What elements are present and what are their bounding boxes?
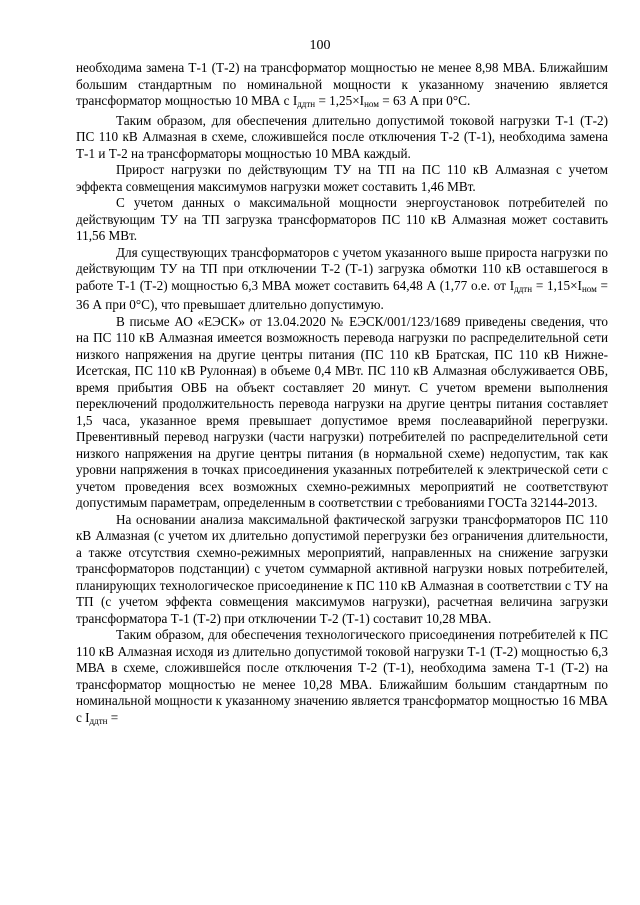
paragraph-text: необходима замена Т-1 (Т-2) на трансформатор мощностью не менее 8,98 МВА. Ближайшим большим стандартным по номинальной мощности к указанному значению является трансформатор мощностью 10 МВА с I xyxy=(76,60,608,108)
paragraph-text: В письме АО «ЕЭСК» от 13.04.2020 № ЕЭСК/001/123/1689 приведены сведения, что на ПС 110 кВ Алмазная имеется возможность перевода нагрузки по распределительной сети низкого напряжения на другие центры питания (ПС 110 кВ Братская, ПС 110 кВ Нижне-Исетская, ПС 110 кВ Рулонная) в объеме 0,4 МВт. ПС 110 кВ Алмазная обслуживается ОВБ, время прибытия ОВБ на объект составляет 20 минут. С учетом времени выполнения переключений продолжительность перевода нагрузки на другие центры питания составляет 1,5 часа, указанное время превышает допустимое время послеаварийной перегрузки. Превентивный перевод нагрузки (части нагрузки) потребителей по распределительной сети низкого напряжения на другие центры питания (в нормальной схеме) недопустим, так как уровни напряжения в точках присоединения указанных потребителей к электрической сети с учетом проведения всех возможных схемно-режимных мероприятий не соответствуют допустимым параметрам, определенным в соответствии с требованиями ГОСТа 32144-2013. xyxy=(76,313,608,510)
paragraph xyxy=(76,60,608,113)
paragraph-text: = 1,25×I xyxy=(315,93,365,108)
subscript-text: ддтн xyxy=(514,283,533,294)
paragraph xyxy=(76,512,608,628)
document-body xyxy=(76,60,608,729)
paragraph xyxy=(76,314,608,512)
paragraph-text: Прирост нагрузки по действующим ТУ на ТП на ПС 110 кВ Алмазная с учетом эффекта совмещения максимумов нагрузки может составить 1,46 МВт. xyxy=(76,162,608,194)
subscript-text: ном xyxy=(581,283,597,294)
paragraph-text: = 63 А при 0°С. xyxy=(378,93,471,108)
paragraph-text: Для существующих трансформаторов с учетом указанного выше прироста нагрузки по действующим ТУ на ТП при отключении Т-2 (Т-1) загрузка обмотки 110 кВ оставшегося в работе Т-1 (Т-2) мощностью 6,3 МВА может составить 64,48 А (1,77 о.е. от I xyxy=(76,244,608,293)
paragraph-text: = 1,15×I xyxy=(532,277,582,293)
subscript-text: ддтн xyxy=(89,715,108,726)
subscript-text: ном xyxy=(364,99,379,109)
paragraph-text: = 36 А при 0°С), что превышает длительно допустимую. xyxy=(76,277,608,312)
paragraph-text: На основании анализа максимальной фактической загрузки трансформаторов ПС 110 кВ Алмазная (с учетом их длительно допустимой перегрузки без ограничения длительности, а также отсутствия схемно-режимных мероприятий, направленных на снижение загрузки трансформаторов подстанции) с учетом суммарной активной нагрузки новых потребителей, планирующих технологическое присоединение к ПС 110 кВ Алмазная в соответствии с ТУ на ТП (с учетом эффекта совмещения максимумов нагрузки), расчетная величина загрузки трансформатора Т-1 (Т-2) при отключении Т-2 (Т-1) составит 10,28 МВА. xyxy=(76,511,608,626)
paragraph xyxy=(76,627,608,729)
paragraph-text: С учетом данных о максимальной мощности энергоустановок потребителей по действующим ТУ на ТП загрузка трансформаторов ПС 110 кВ Алмазная может составить 11,56 МВт. xyxy=(76,195,608,243)
subscript-text: ддтн xyxy=(297,99,316,109)
paragraph-text: Таким образом, для обеспечения технологического присоединения потребителей к ПС 110 кВ Алмазная исходя из длительно допустимой токовой нагрузки Т-1 (Т-2) мощностью 6,3 МВА в схеме, сложившейся после отключения Т-2 (Т-1), необходима замена Т-1 (Т-2) на трансформатор мощностью не менее 10,28 МВА. Ближайшим большим стандартным по номинальной мощности к указанному значению является трансформатор мощностью 16 МВА с I xyxy=(76,627,608,725)
page-number: 100 xyxy=(309,38,331,53)
paragraph-text: Таким образом, для обеспечения длительно допустимой токовой нагрузки Т-1 (Т-2) ПС 110 кВ Алмазная в схеме, сложившейся после отключения Т-2 (Т-1), необходима замена Т-1 и Т-2 на трансформаторы мощностью 10 МВА каждый. xyxy=(76,112,608,161)
paragraph xyxy=(76,195,608,245)
paragraph xyxy=(76,162,608,195)
paragraph-text: = xyxy=(107,709,119,725)
paragraph xyxy=(76,245,608,314)
paragraph xyxy=(76,113,608,163)
